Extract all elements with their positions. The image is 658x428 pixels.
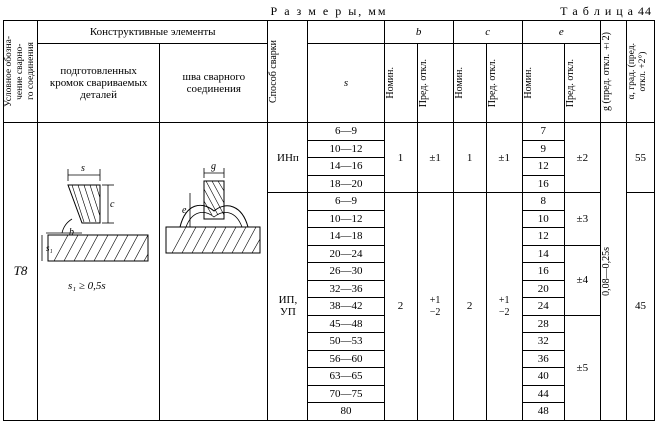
b-nominal-g1: 1 — [384, 123, 417, 193]
designation-cell — [4, 123, 38, 421]
e-value: 32 — [522, 333, 564, 351]
s-value: 6—9 — [308, 123, 384, 141]
figure-prep-edges — [38, 123, 160, 421]
e-value: 14 — [522, 245, 564, 263]
weld-parameters-table — [3, 20, 655, 421]
c-nominal-g1: 1 — [453, 123, 486, 193]
weld-method-inp — [268, 123, 308, 193]
s-value: 70—75 — [308, 385, 384, 403]
e-value: 16 — [522, 263, 564, 281]
g-value-cell — [600, 123, 626, 421]
e-tolerance-g1: ±2 — [564, 123, 600, 193]
e-value: 10 — [522, 210, 564, 228]
s-value: 32—36 — [308, 280, 384, 298]
e-value: 12 — [522, 158, 564, 176]
figure-prep-edges-drawing — [38, 123, 159, 420]
c-tolerance-g2 — [486, 193, 522, 421]
s-value: 26—30 — [308, 263, 384, 281]
b-tolerance-g2-text: +1 −2 — [429, 295, 441, 319]
s-value: 80 — [308, 403, 384, 421]
e-tolerance-g2-c: ±5 — [564, 315, 600, 420]
e-value: 40 — [522, 368, 564, 386]
col-head-designation — [4, 21, 38, 123]
col-head-e: e — [522, 21, 600, 44]
page-title: Р а з м е р ы, мм — [270, 4, 388, 18]
col-head-c-tolerance — [486, 44, 522, 123]
e-value: 7 — [522, 123, 564, 141]
s-value: 45—48 — [308, 315, 384, 333]
col-head-b: b — [384, 21, 453, 44]
e-tolerance-g2-a: ±3 — [564, 193, 600, 246]
prep-edges-svg — [38, 123, 158, 399]
col-head-s-symbol: s — [308, 44, 384, 123]
col-head-g — [600, 21, 626, 123]
svg-text:b: b — [69, 227, 75, 238]
s-value: 6—9 — [308, 193, 384, 211]
figure-weld-seam-drawing — [160, 123, 267, 420]
s-value: 50—53 — [308, 333, 384, 351]
b-nominal-g2: 2 — [384, 193, 417, 421]
e-value: 8 — [522, 193, 564, 211]
designation-value: Т8 — [13, 263, 28, 279]
col-head-weld-method-text: Способ сварки — [268, 40, 280, 103]
e-value: 36 — [522, 350, 564, 368]
e-value: 12 — [522, 228, 564, 246]
col-head-s — [308, 21, 384, 44]
s-value: 14—16 — [308, 158, 384, 176]
header-row-1 — [4, 21, 655, 44]
col-head-weld-seam-text: шва сварного соединения — [182, 71, 246, 95]
svg-text:g: g — [211, 161, 217, 172]
b-tolerance-g1: ±1 — [417, 123, 453, 193]
s-value: 56—60 — [308, 350, 384, 368]
alpha-g2: 45 — [626, 193, 654, 421]
svg-text:s₁: s₁ — [46, 243, 53, 253]
col-head-b-tolerance-text: Пред. откл. — [417, 58, 429, 108]
alpha-g1: 55 — [626, 123, 654, 193]
e-value: 24 — [522, 298, 564, 316]
col-head-b-nominal — [384, 44, 417, 123]
c-tolerance-g1: ±1 — [486, 123, 522, 193]
col-head-b-tolerance — [417, 44, 453, 123]
svg-text:s: s — [81, 163, 85, 174]
col-head-prep-edges-text: подготовленных кромок свариваемых деталей — [49, 65, 148, 101]
s-value: 10—12 — [308, 210, 384, 228]
col-head-alpha — [626, 21, 654, 123]
col-head-constructive: Конструктивные элементы — [38, 21, 268, 44]
s-value: 38—42 — [308, 298, 384, 316]
col-head-e-tolerance-text: Пред. откл. — [564, 58, 576, 108]
col-head-e-nominal — [522, 44, 564, 123]
col-head-g-text: g (пред. откл. ±2) — [600, 32, 612, 111]
col-head-c-tolerance-text: Пред. откл. — [486, 58, 498, 108]
col-head-c: c — [453, 21, 522, 44]
c-tolerance-g2-text: +1 −2 — [498, 295, 510, 319]
c-nominal-g2: 2 — [453, 193, 486, 421]
table-number-label: Т а б л и ц а 44 — [560, 4, 652, 18]
e-value: 48 — [522, 403, 564, 421]
svg-text:s₁ ≥ 0,5s: s₁ ≥ 0,5s — [68, 280, 106, 292]
e-value: 44 — [522, 385, 564, 403]
col-head-e-tolerance — [564, 44, 600, 123]
b-tolerance-g2 — [417, 193, 453, 421]
figure-weld-seam — [160, 123, 268, 421]
s-value: 63—65 — [308, 368, 384, 386]
weld-method-inp-text: ИНп — [277, 151, 299, 164]
s-value: 20—24 — [308, 245, 384, 263]
weld-method-ip-up-text: ИП, УП — [278, 294, 298, 319]
e-value: 16 — [522, 175, 564, 193]
col-head-b-nominal-text: Номин. — [384, 67, 396, 99]
e-value: 20 — [522, 280, 564, 298]
col-head-c-nominal — [453, 44, 486, 123]
col-head-c-nominal-text: Номин. — [453, 67, 465, 99]
g-value-text: 0,08—0,25s — [600, 246, 612, 296]
s-value: 18—20 — [308, 175, 384, 193]
e-value: 28 — [522, 315, 564, 333]
s-value: 10—12 — [308, 140, 384, 158]
svg-text:e: e — [182, 205, 187, 216]
col-head-weld-seam — [160, 44, 268, 123]
col-head-designation-text: Условное обозна- чение сварно- го соединения — [4, 36, 36, 107]
e-value: 9 — [522, 140, 564, 158]
e-tolerance-g2-b: ±4 — [564, 245, 600, 315]
col-head-alpha-text: α, град. (пред. откл. +2°) — [626, 43, 648, 100]
col-head-e-nominal-text: Номин. — [522, 67, 534, 99]
s-value: 14—18 — [308, 228, 384, 246]
col-head-weld-method — [268, 21, 308, 123]
data-row — [4, 123, 655, 141]
weld-method-ip-up — [268, 193, 308, 421]
svg-text:c: c — [110, 199, 115, 210]
weld-seam-svg — [160, 123, 266, 399]
col-head-prep-edges — [38, 44, 160, 123]
